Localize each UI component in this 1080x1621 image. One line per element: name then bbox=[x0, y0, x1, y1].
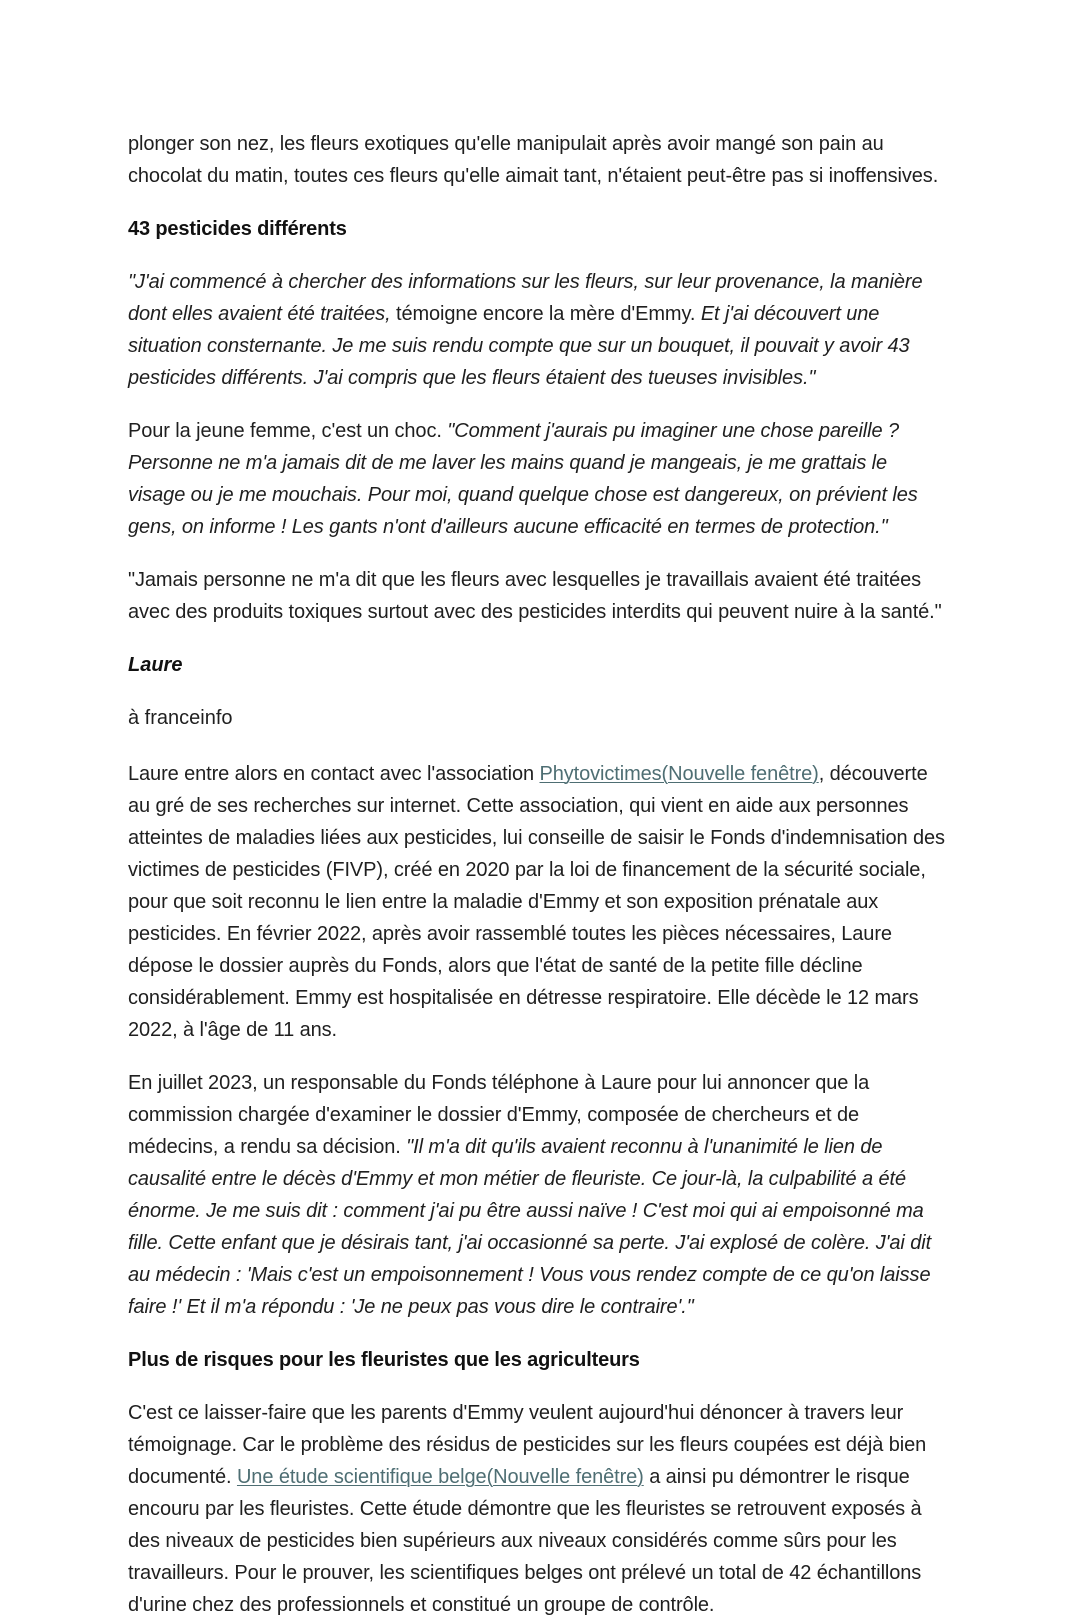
heading-43-pesticides-differents: 43 pesticides différents bbox=[128, 218, 347, 240]
choc-quote-text: "Comment j'aurais pu imaginer une chose pareille ? Personne ne m'a jamais dit de me laver les mains quand je mangeais, je me grattais le visage ou je me mouchais. Pour moi, quand quelque chose est dangereux, on prévient les gens, on informe ! Les gants n'ont d'ailleurs aucune efficacité en termes de protection." bbox=[128, 420, 918, 538]
paragraph-phytovictimes bbox=[128, 758, 948, 1046]
choc-lead-text: Pour la jeune femme, c'est un choc. bbox=[128, 420, 448, 442]
final-text-before: C'est ce laisser-faire que les parents d'Emmy veulent aujourd'hui dénoncer à travers leur témoignage. Car le problème des résidus de pesticides sur les fleurs coupées est déjà bien documenté. bbox=[128, 1402, 927, 1488]
phyto-text-after: , découverte au gré de ses recherches sur internet. Cette association, qui vient en aide aux personnes atteintes de maladies liées aux pesticides, lui conseille de saisir le Fonds d'indemnisation des victimes de pesticides (FIVP), créé en 2020 par la loi de financement de la sécurité sociale, pour que soit reconnu le lien entre la maladie d'Emmy et son exposition prénatale aux pesticides. En février 2022, après avoir rassemblé toutes les pièces nécessaires, Laure dépose le dossier auprès du Fonds, alors que l'état de santé de la petite fille décline considérablement. Emmy est hospitalisée en détresse respiratoire. Elle décède le 12 mars 2022, à l'âge de 11 ans. bbox=[128, 763, 945, 1041]
quote-segment-a: "J'ai commencé à chercher des informations sur les fleurs, sur leur provenance, la manière dont elles avaient été traitées, bbox=[128, 271, 923, 325]
final-text-after: a ainsi pu démontrer le risque encouru par les fleuristes. Cette étude démontre que les fleuristes se retrouvent exposés à des niveaux de pesticides bien supérieurs aux niveaux considérés comme sûrs pour les travailleurs. Pour le prouver, les scientifiques belges ont prélevé un total de 42 échantillons d'urine chez des professionnels et constitué un groupe de contrôle. bbox=[128, 1466, 922, 1616]
link-etude-scientifique-belge[interactable]: Une étude scientifique belge(Nouvelle fenêtre) bbox=[236, 1466, 644, 1488]
juillet-quote-text: "Il m'a dit qu'ils avaient reconnu à l'unanimité le lien de causalité entre le décès d'Emmy et mon métier de fleuriste. Ce jour-là, la culpabilité a été énorme. Je me suis dit : comment j'ai pu être aussi naïve ! C'est moi qui ai empoisonné ma fille. Cette enfant que je désirais tant, j'ai occasionné sa perte. J'ai explosé de colère. J'ai dit au médecin : 'Mais c'est un empoisonnement ! Vous vous rendez compte de ce qu'on laisse faire !' Et il m'a répondu : 'Je ne peux pas vous dire le contraire'." bbox=[128, 1136, 932, 1318]
quote-attribution-name: Laure bbox=[128, 654, 183, 676]
quote-attribution-inline: témoigne encore la mère d'Emmy. bbox=[390, 303, 701, 325]
heading-plus-de-risques: Plus de risques pour les fleuristes que les agriculteurs bbox=[128, 1349, 640, 1371]
paragraph-quote-jamais: "Jamais personne ne m'a dit que les fleurs avec lesquelles je travaillais avaient été traitées avec des produits toxiques surtout avec des pesticides interdits qui peuvent nuire à la santé." bbox=[128, 569, 942, 623]
juillet-lead-text: En juillet 2023, un responsable du Fonds téléphone à Laure pour lui annoncer que la commission chargée d'examiner le dossier d'Emmy, composée de chercheurs et de médecins, a rendu sa décision. bbox=[128, 1072, 870, 1158]
paragraph-intro: plonger son nez, les fleurs exotiques qu'elle manipulait après avoir mangé son pain au chocolat du matin, toutes ces fleurs qu'elle aimait tant, n'étaient peut-être pas si inoffensives. bbox=[128, 133, 939, 187]
phyto-text-before: Laure entre alors en contact avec l'association bbox=[128, 763, 540, 785]
paragraph-etude-belge bbox=[128, 1397, 948, 1621]
paragraph-choc bbox=[128, 415, 948, 543]
article-body bbox=[128, 128, 948, 1621]
quote-attribution-source: à franceinfo bbox=[128, 707, 233, 729]
link-phytovictimes[interactable]: Phytovictimes(Nouvelle fenêtre) bbox=[539, 763, 819, 785]
paragraph-quote-recherche bbox=[128, 266, 948, 394]
quote-segment-b: Et j'ai découvert une situation consternante. Je me suis rendu compte que sur un bouquet, il pouvait y avoir 43 pesticides différents. J'ai compris que les fleurs étaient des tueuses invisibles." bbox=[128, 303, 910, 389]
paragraph-juillet-2023 bbox=[128, 1067, 948, 1323]
